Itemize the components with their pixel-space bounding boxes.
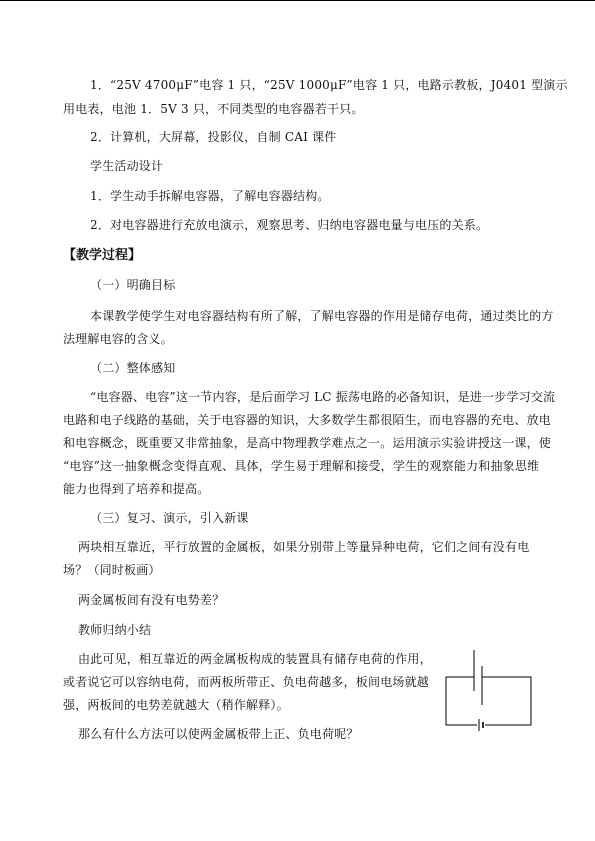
section-1-line-2: 法理解电容的含义。 [63, 332, 173, 346]
teacher-summary-line-1: 由此可见，相互靠近的两金属板构成的装置具有储存电荷的作用， [78, 652, 432, 666]
student-activity-2: 2．对电容器进行充放电演示，观察思考、归纳电容器电量与电压的关系。 [90, 218, 489, 232]
equipment-item-1-line-1: 1．“25V 4700μF”电容 1 只，“25V 1000μF”电容 1 只，电路示教板，J0401 型演示 [90, 78, 568, 92]
circuit-wire-right [482, 677, 531, 725]
teacher-summary-line-3: 强，两板间的电势差就越大（稍作解释）。 [63, 698, 289, 712]
section-2-line-5: 能力也得到了培养和提高。 [63, 482, 210, 496]
equipment-item-2: 2．计算机，大屏幕，投影仪，自制 CAI 课件 [90, 130, 337, 144]
section-3-question-1-line-1: 两块相互靠近，平行放置的金属板，如果分别带上等量异种电荷，它们之间有没有电 [78, 540, 530, 554]
capacitor-circuit-diagram [440, 647, 540, 733]
section-1-title: （一）明确目标 [90, 278, 176, 292]
circuit-wire-left [446, 677, 477, 725]
section-3-question-2: 两金属板间有没有电势差？ [78, 593, 225, 607]
section-3-title: （三）复习、演示，引入新课 [90, 511, 249, 525]
section-1-line-1: 本课教学使学生对电容器结构有所了解，了解电容器的作用是储存电荷，通过类比的方 [90, 309, 554, 323]
section-3-question-3: 那么有什么方法可以使两金属板带上正、负电荷呢？ [78, 727, 359, 741]
section-2-title: （二）整体感知 [90, 361, 176, 375]
teaching-process-heading: 【教学过程】 [63, 248, 142, 263]
section-2-line-2: 电路和电子线路的基础，关于电容器的知识，大多数学生都很陌生，而电容器的充电、放电 [63, 413, 552, 427]
section-2-line-4: “电容”这一抽象概念变得直观、具体，学生易于理解和接受，学生的观察能力和抽象思维 [63, 459, 540, 473]
teacher-summary-line-2: 或者说它可以容纳电荷，而两板所带正、负电荷越多，板间电场就越 [63, 675, 430, 689]
section-2-line-3: 和电容概念，既重要又非常抽象，是高中物理教学难点之一。运用演示实验讲授这一课，使 [63, 436, 552, 450]
section-3-question-1-line-2: 场？（同时板画） [63, 563, 161, 577]
header-rule [0, 0, 595, 1]
teacher-summary-title: 教师归纳小结 [78, 623, 152, 637]
student-activities-title: 学生活动设计 [90, 159, 164, 173]
section-2-line-1: “电容器、电容”这一节内容，是后面学习 LC 振荡电路的必备知识，是进一步学习交流 [90, 390, 556, 404]
equipment-item-1-line-2: 用电表，电池 1．5V 3 只，不同类型的电容器若干只。 [63, 102, 364, 116]
student-activity-1: 1．学生动手拆解电容器，了解电容器结构。 [90, 189, 330, 203]
